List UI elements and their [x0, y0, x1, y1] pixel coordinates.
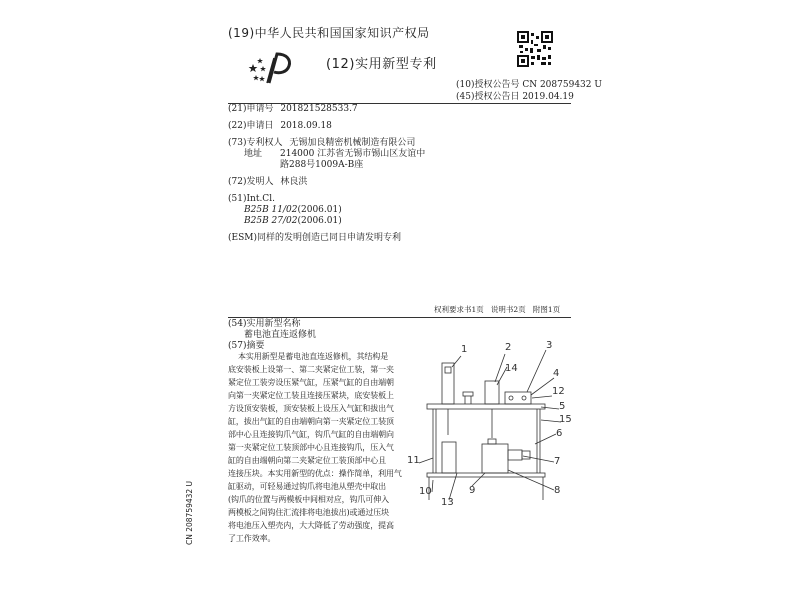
- figure-label-5: 5: [559, 401, 566, 412]
- classification-2: [244, 216, 342, 227]
- publication-date: (45)授权公告日 2019.04.19: [456, 92, 574, 102]
- abstract-line: (钩爪的位置与两模板中间相对应，钩爪可伸入: [228, 495, 390, 504]
- patentee-label: (73)专利权人: [228, 138, 283, 148]
- abstract-line: 紧定位工装旁设压紧气缸，压紧气缸的自由端朝: [228, 378, 394, 387]
- figure-label-3: 3: [546, 340, 553, 351]
- cnipa-logo: [247, 50, 293, 86]
- qr-code: [517, 31, 553, 67]
- classification-1: [244, 205, 342, 216]
- classification-2-code: B25B 27/02: [244, 216, 298, 226]
- address-line-1: 214000 江苏省无锡市锡山区友谊中: [280, 149, 426, 159]
- figure-label-11: 11: [407, 455, 420, 466]
- figure-label-2: 2: [505, 342, 512, 353]
- document-type: (12)实用新型专利: [326, 57, 437, 72]
- side-publication-number: CN 208759432 U: [185, 480, 194, 545]
- figure-label-6: 6: [556, 428, 563, 439]
- abstract-line: 两模板之间钩住汇流排将电池拔出)或通过压块: [228, 508, 390, 517]
- abstract-line: 部中心且连接钩爪气缸，钩爪气缸的自由端朝向: [228, 430, 394, 439]
- abstract-line: 缸驱动，可轻易通过钩爪将电池从塑壳中取出: [228, 482, 386, 491]
- filing-date-label: (22)申请日: [228, 121, 274, 131]
- classification-1-version: (2006.01): [297, 205, 342, 215]
- abstract-line: 方设顶安装板，顶安装板上设压入气缸和拔出气: [228, 404, 394, 413]
- inventor-row: [228, 177, 307, 188]
- abstract-line: 第一夹紧定位工装顶部中心且连接钩爪，压入气: [228, 443, 394, 452]
- abstract-line: 了工作效率。: [228, 534, 276, 543]
- abstract-divider: [228, 317, 571, 318]
- abstract-line: 本实用新型是蓄电池直连返修机，其结构是: [238, 352, 389, 361]
- abstract-line: 缸，拔出气缸的自由端朝向第一夹紧定位工装顶: [228, 417, 394, 426]
- abstract-line: 缸的自由端朝向第二夹紧定位工装顶部中心且: [228, 456, 386, 465]
- page-info: 权利要求书1页 说明书2页 附图1页: [434, 305, 561, 314]
- figure-label-8: 8: [554, 485, 561, 496]
- technical-drawing: [405, 340, 580, 510]
- figure-label-14: 14: [505, 363, 518, 374]
- figure-label-12: 12: [552, 386, 565, 397]
- abstract-label: (57)摘要: [228, 341, 265, 351]
- classification-1-code: B25B 11/02: [244, 205, 298, 215]
- filing-date: 2018.09.18: [280, 121, 332, 131]
- filing-date-row: [228, 121, 332, 132]
- patentee-row: [228, 138, 415, 149]
- figure-label-15: 15: [559, 414, 572, 425]
- figure-label-1: 1: [461, 344, 468, 355]
- int-cl-label: (51)Int.Cl.: [228, 194, 275, 204]
- address-label: 地址: [244, 149, 263, 159]
- inventor-label: (72)发明人: [228, 177, 274, 187]
- application-number: 201821528533.7: [280, 104, 358, 114]
- patentee: 无锡加良精密机械制造有限公司: [289, 138, 416, 148]
- publication-number: (10)授权公告号 CN 208759432 U: [456, 80, 602, 90]
- abstract-line: 底安装板上设第一、第二夹紧定位工装，第一夹: [228, 365, 394, 374]
- figure-label-13: 13: [441, 497, 454, 508]
- inventor: 林良洪: [280, 177, 308, 187]
- application-number-row: [228, 104, 358, 115]
- esm-note: (ESM)同样的发明创造已同日申请发明专利: [228, 233, 401, 243]
- office-name: (19)中华人民共和国国家知识产权局: [228, 26, 430, 40]
- abstract-line: 连接压块。本实用新型的优点：操作简单，利用气: [228, 469, 402, 478]
- utility-model-title: 蓄电池直连返修机: [244, 330, 317, 340]
- figure-label-7: 7: [554, 456, 561, 467]
- figure-label-9: 9: [469, 485, 476, 496]
- application-number-label: (21)申请号: [228, 104, 274, 114]
- abstract-line: 向第一夹紧定位工装且连接压紧块，底安装板上: [228, 391, 394, 400]
- figure-label-10: 10: [419, 486, 432, 497]
- abstract-line: 将电池压入塑壳内，大大降低了劳动强度，提高: [228, 521, 394, 530]
- address-line-2: 路288号1009A-B座: [280, 160, 364, 170]
- title-label: (54)实用新型名称: [228, 319, 301, 329]
- classification-2-version: (2006.01): [297, 216, 342, 226]
- figure-label-4: 4: [553, 368, 560, 379]
